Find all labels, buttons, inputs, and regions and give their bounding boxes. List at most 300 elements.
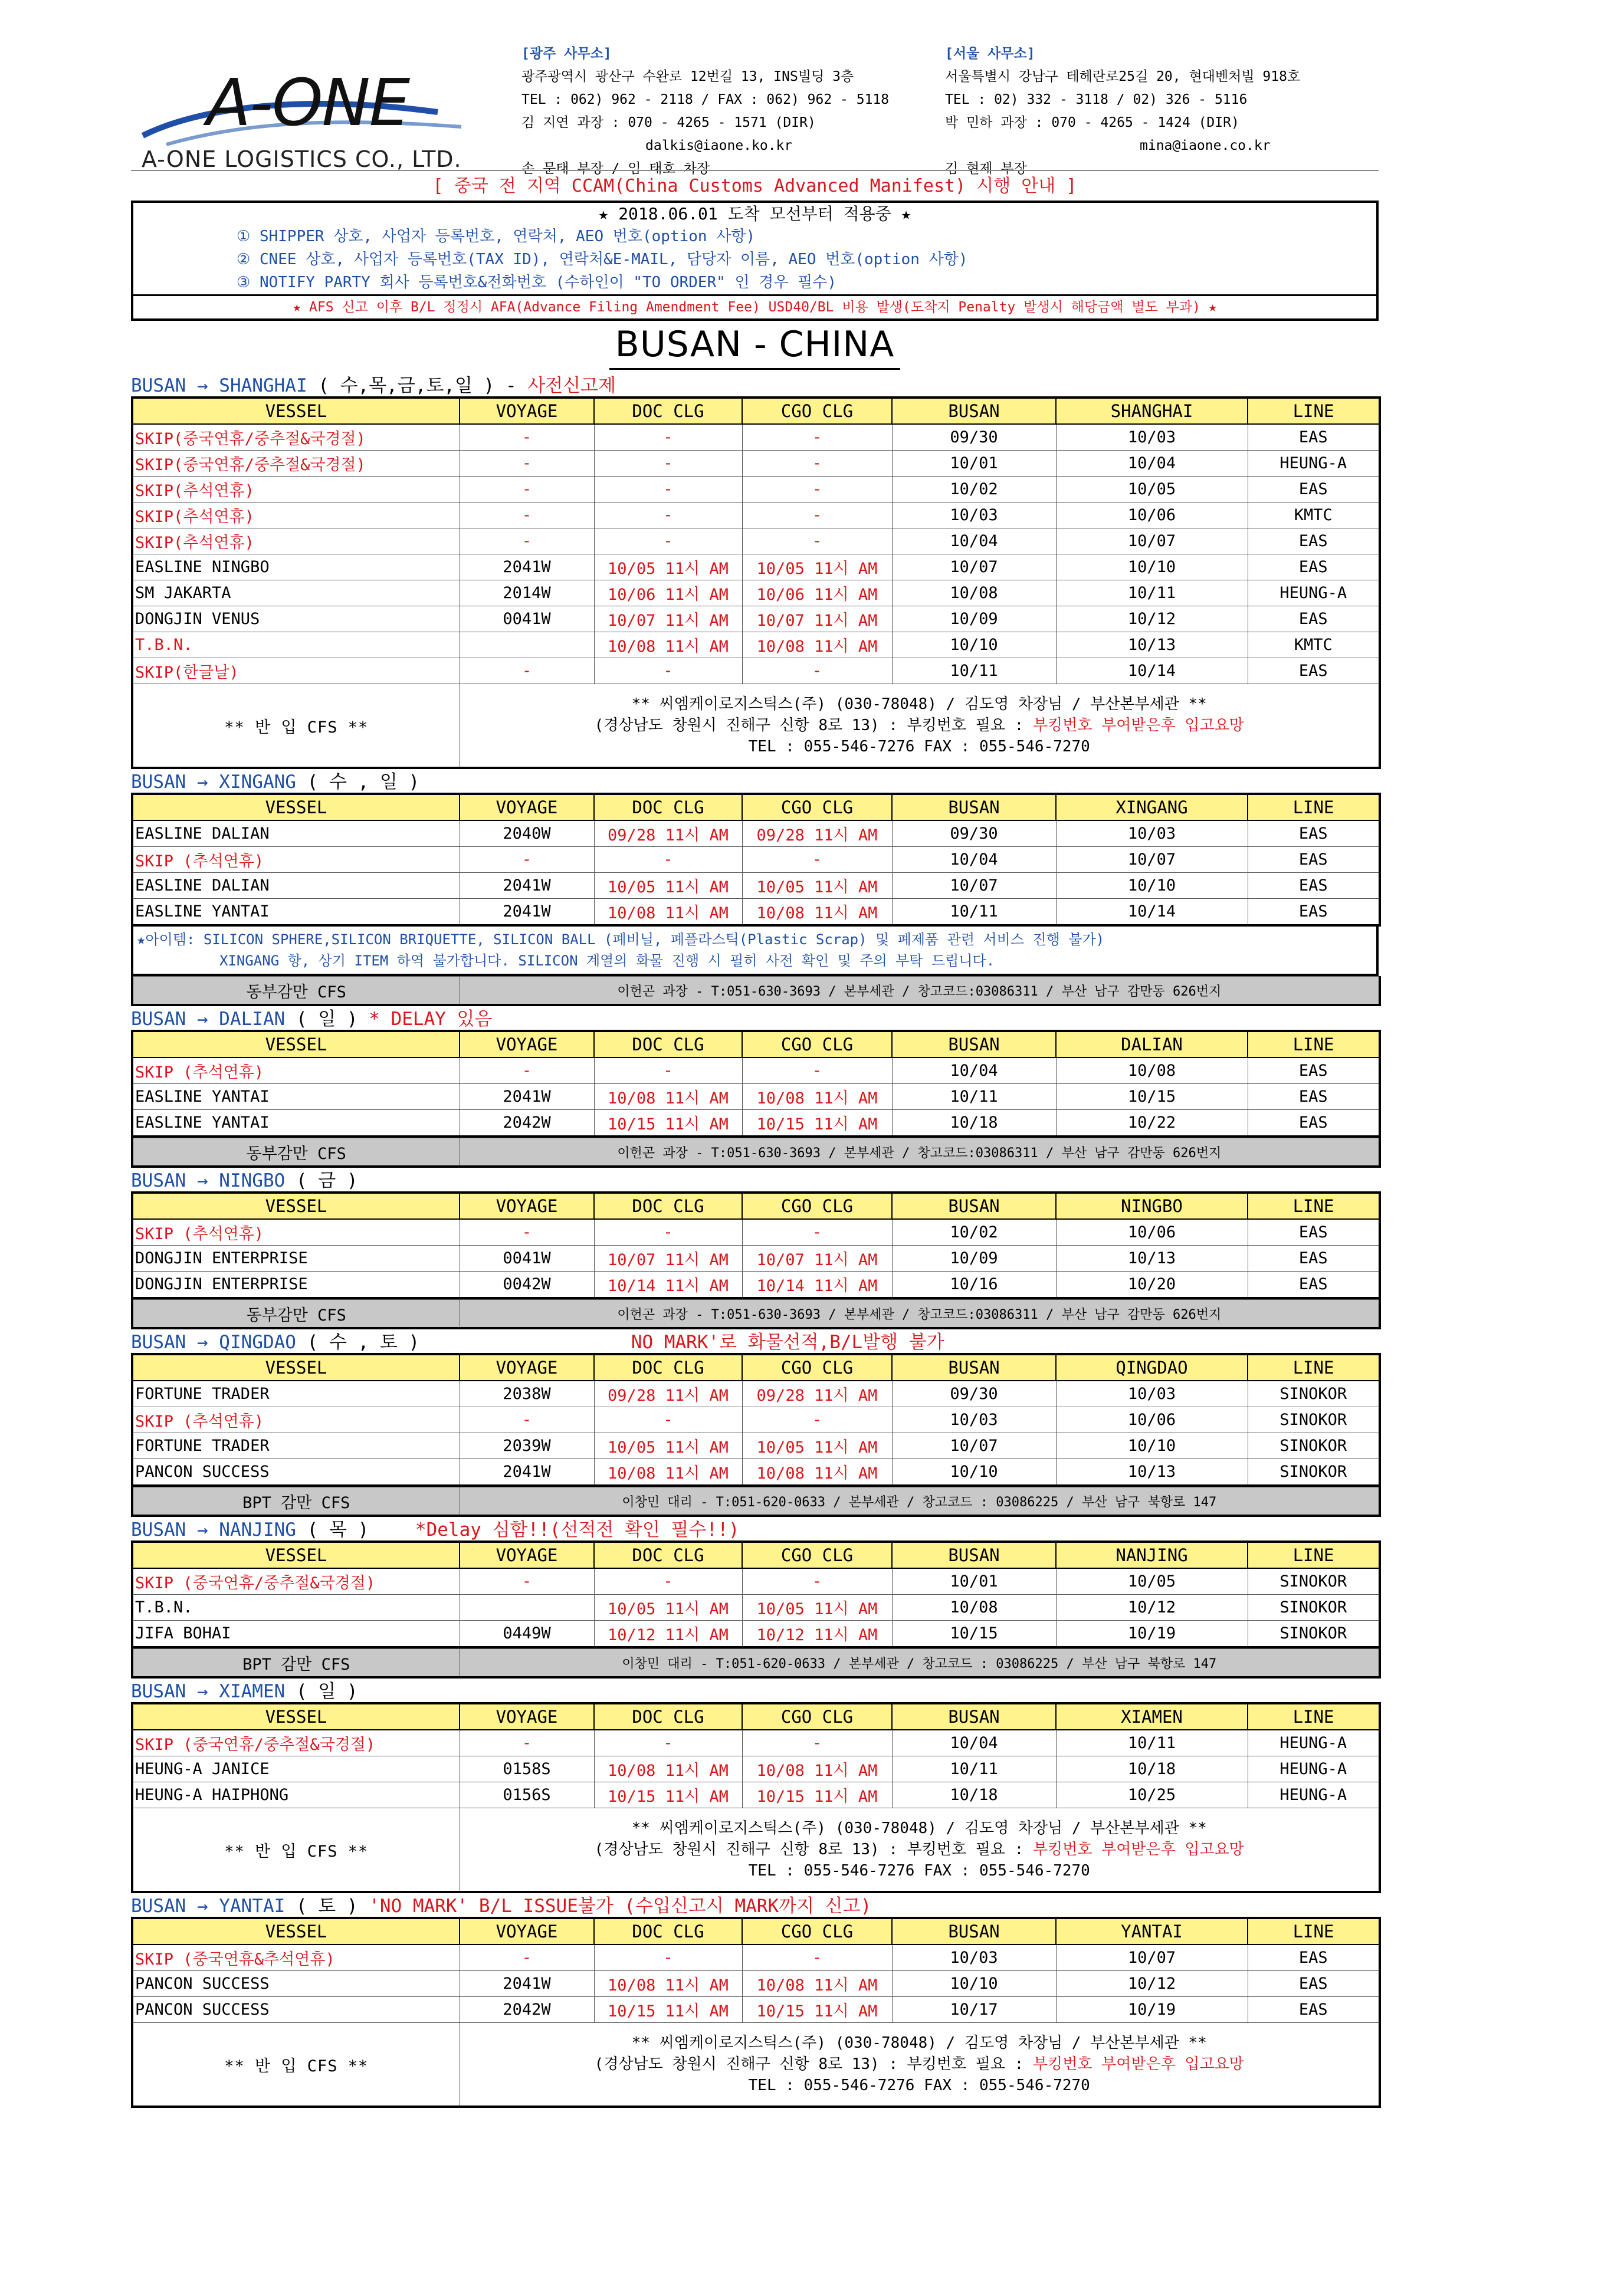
doc-clg-cell: 10/07 11시 AM [594,606,742,632]
line-cell: SINOKOR [1248,1407,1380,1433]
arrival-date-cell: 10/10 [1056,554,1248,580]
route-days: ( 일 ) [296,1681,358,1702]
voyage-cell: 0041W [460,606,594,632]
column-header-voyage: VOYAGE [460,1703,594,1730]
column-header-vessel: VESSEL [132,1354,460,1381]
arrival-date-cell: 10/03 [1056,1381,1248,1407]
cfs-info [460,684,1380,768]
column-header-doc-clg: DOC CLG [594,1031,742,1057]
cfs-row [132,1138,1380,1167]
company-header [131,35,1379,176]
cfs-row [132,1300,1380,1329]
line-cell: EAS [1248,1219,1380,1246]
voyage-cell: 2041W [460,1459,594,1486]
voyage-cell: - [460,477,594,502]
arrival-date-cell: 10/20 [1056,1272,1248,1299]
busan-date-cell: 10/01 [892,451,1056,477]
table-row [132,1568,1380,1595]
vessel-cell: SKIP (중국연휴/중추절&국경절) [132,1568,460,1595]
cfs-line3: TEL : 055-546-7276 FAX : 055-546-7270 [748,2077,1090,2094]
busan-date-cell: 10/07 [892,1433,1056,1459]
arrival-date-cell: 10/11 [1056,1730,1248,1756]
column-header-cgo-clg: CGO CLG [742,1542,892,1568]
doc-clg-cell: 10/15 11시 AM [594,1782,742,1808]
busan-date-cell: 10/03 [892,1407,1056,1433]
doc-clg-cell: 10/15 11시 AM [594,1110,742,1137]
table-row [132,1944,1380,1971]
column-header-cgo-clg: CGO CLG [742,398,892,424]
arrival-date-cell: 10/12 [1056,606,1248,632]
cgo-clg-cell: 10/15 11시 AM [742,1997,892,2023]
line-cell: EAS [1248,528,1380,554]
voyage-cell: 2040W [460,820,594,847]
busan-date-cell: 10/08 [892,580,1056,606]
table-row [132,1084,1380,1110]
arrival-date-cell: 10/08 [1056,1057,1248,1084]
voyage-cell: - [460,1057,594,1084]
busan-date-cell: 10/11 [892,1084,1056,1110]
cgo-clg-cell: 10/07 11시 AM [742,1246,892,1272]
arrival-date-cell: 10/03 [1056,820,1248,847]
vessel-cell: EASLINE NINGBO [132,554,460,580]
cgo-clg-cell: 10/12 11시 AM [742,1621,892,1648]
column-header-vessel: VESSEL [132,1542,460,1568]
table-row [132,1246,1380,1272]
arrival-date-cell: 10/10 [1056,873,1248,899]
vessel-cell: SKIP(추석연휴) [132,528,460,554]
bpt-cfs-table [131,1487,1381,1517]
route-days: ( 일 ) [296,1009,358,1030]
column-header-busan: BUSAN [892,1703,1056,1730]
doc-clg-cell: 10/08 11시 AM [594,1459,742,1486]
schedule-table-xiamen [131,1702,1381,1893]
table-row [132,1381,1380,1407]
vessel-cell: PANCON SUCCESS [132,1971,460,1997]
line-cell: SINOKOR [1248,1459,1380,1486]
column-header-vessel: VESSEL [132,398,460,424]
cfs-row [132,977,1380,1006]
line-cell: HEUNG-A [1248,1730,1380,1756]
table-row [132,424,1380,451]
column-header-voyage: VOYAGE [460,1918,594,1944]
line-cell: HEUNG-A [1248,1782,1380,1808]
cfs-line2 [460,1839,1379,1860]
vessel-cell: PANCON SUCCESS [132,1459,460,1486]
route-note: NO MARK'로 화물선적,B/L발행 불가 [631,1332,944,1353]
busan-date-cell: 10/02 [892,477,1056,502]
voyage-cell [460,1595,594,1621]
cgo-clg-cell: - [742,528,892,554]
table-header-row [132,1918,1380,1944]
table-row [132,899,1380,926]
header-divider [131,170,1379,171]
cgo-clg-cell: 09/28 11시 AM [742,820,892,847]
line-cell: EAS [1248,1057,1380,1084]
doc-clg-cell: 09/28 11시 AM [594,820,742,847]
column-header-voyage: VOYAGE [460,1193,594,1219]
route-header-yantai [131,1893,1379,1917]
line-cell: EAS [1248,1110,1380,1137]
table-row [132,1997,1380,2023]
column-header-dest: NANJING [1056,1542,1248,1568]
cgo-clg-cell: - [742,847,892,873]
doc-clg-cell: 09/28 11시 AM [594,1381,742,1407]
arrival-date-cell: 10/13 [1056,1246,1248,1272]
table-row [132,606,1380,632]
doc-clg-cell: 10/06 11시 AM [594,580,742,606]
vessel-cell: SKIP(중국연휴/중추절&국경절) [132,424,460,451]
line-cell: EAS [1248,847,1380,873]
doc-clg-cell: 10/05 11시 AM [594,873,742,899]
arrival-date-cell: 10/13 [1056,1459,1248,1486]
doc-clg-cell: - [594,1944,742,1971]
column-header-cgo-clg: CGO CLG [742,794,892,820]
vessel-cell: SKIP (중국연휴&추석연휴) [132,1944,460,1971]
voyage-cell: 2041W [460,1971,594,1997]
cgo-clg-cell: - [742,1730,892,1756]
vessel-cell: PANCON SUCCESS [132,1997,460,2023]
route-name: BUSAN → SHANGHAI [131,375,307,396]
table-header-row [132,1031,1380,1057]
busan-date-cell: 10/04 [892,1730,1056,1756]
column-header-doc-clg: DOC CLG [594,1703,742,1730]
table-row [132,1219,1380,1246]
arrival-date-cell: 10/15 [1056,1084,1248,1110]
logo-subtitle: A-ONE LOGISTICS CO., LTD. [142,146,462,172]
item-note-line: ★아이템: SILICON SPHERE,SILICON BRIQUETTE, SILICON BALL (폐비닐, 폐플라스틱(Plastic Scrap) 및 폐제품 관련 서비스 진행 불가) [137,931,1105,948]
route-name: BUSAN → YANTAI [131,1896,286,1917]
vessel-cell: FORTUNE TRADER [132,1433,460,1459]
doc-clg-cell: - [594,502,742,528]
seoul-office [945,42,1300,180]
column-header-dest: XINGANG [1056,794,1248,820]
dongbu-cfs-table [131,976,1381,1006]
vessel-cell: SKIP (추석연휴) [132,1057,460,1084]
doc-clg-cell: 10/08 11시 AM [594,632,742,658]
table-row [132,1971,1380,1997]
line-cell: EAS [1248,1246,1380,1272]
cfs-info: 이창민 대리 - T:051-620-0633 / 본부세관 / 창고코드 : 03086225 / 부산 남구 북항로 147 [460,1487,1380,1516]
vessel-cell: EASLINE YANTAI [132,899,460,926]
doc-clg-cell: 10/08 11시 AM [594,1971,742,1997]
table-row [132,1756,1380,1782]
seoul-contact: 박 민하 과장 : 070 - 4265 - 1424 (DIR) [945,115,1239,130]
table-row [132,477,1380,502]
cfs-info: 이헌곤 과장 - T:051-630-3693 / 본부세관 / 창고코드:03086311 / 부산 남구 감만동 626번지 [460,977,1380,1006]
table-row [132,1730,1380,1756]
column-header-vessel: VESSEL [132,794,460,820]
ccam-item: ① SHIPPER 상호, 사업자 등록번호, 연락처, AEO 번호(option 사항) [237,228,756,245]
cgo-clg-cell: - [742,477,892,502]
cgo-clg-cell: - [742,502,892,528]
schedule-table-dalian [131,1030,1381,1138]
cfs-info: 이헌곤 과장 - T:051-630-3693 / 본부세관 / 창고코드:03086311 / 부산 남구 감만동 626번지 [460,1300,1380,1329]
column-header-line: LINE [1248,1703,1380,1730]
cgo-clg-cell: 10/08 11시 AM [742,1971,892,1997]
cgo-clg-cell: 09/28 11시 AM [742,1381,892,1407]
ccam-notice-box [131,201,1379,321]
doc-clg-cell: - [594,1057,742,1084]
voyage-cell: - [460,424,594,451]
line-cell: EAS [1248,1272,1380,1299]
vessel-cell: FORTUNE TRADER [132,1381,460,1407]
cgo-clg-cell: - [742,424,892,451]
voyage-cell: - [460,528,594,554]
seoul-phone: TEL : 02) 332 - 3118 / 02) 326 - 5116 [945,92,1248,107]
line-cell: EAS [1248,1944,1380,1971]
busan-date-cell: 10/04 [892,528,1056,554]
busan-date-cell: 10/09 [892,606,1056,632]
column-header-doc-clg: DOC CLG [594,794,742,820]
busan-date-cell: 10/07 [892,554,1056,580]
arrival-date-cell: 10/18 [1056,1756,1248,1782]
route-header-nanjing [131,1517,1379,1540]
column-header-busan: BUSAN [892,398,1056,424]
vessel-cell: EASLINE YANTAI [132,1110,460,1137]
route-note: 'NO MARK' B/L ISSUE불가 (수입신고시 MARK까지 신고) [369,1896,872,1917]
gwangju-office-title: [광주 사무소] [521,46,612,61]
cfs-line2 [460,715,1379,736]
voyage-cell: 0042W [460,1272,594,1299]
cfs-row [132,684,1380,768]
gwangju-managers: 손 문태 부장 / 임 태호 차장 [521,161,710,176]
table-row [132,847,1380,873]
busan-date-cell: 10/10 [892,632,1056,658]
table-row [132,873,1380,899]
column-header-cgo-clg: CGO CLG [742,1918,892,1944]
busan-date-cell: 10/11 [892,899,1056,926]
table-header-row [132,1542,1380,1568]
line-cell: SINOKOR [1248,1433,1380,1459]
cfs-row [132,1649,1380,1678]
line-cell: KMTC [1248,632,1380,658]
table-row [132,1433,1380,1459]
route-note: * DELAY 있음 [369,1009,493,1030]
column-header-voyage: VOYAGE [460,398,594,424]
cgo-clg-cell: 10/05 11시 AM [742,554,892,580]
route-header-qingdao [131,1329,1379,1353]
column-header-dest: NINGBO [1056,1193,1248,1219]
cgo-clg-cell: 10/08 11시 AM [742,632,892,658]
voyage-cell: 0156S [460,1782,594,1808]
gwangju-address: 광주광역시 광산구 수완로 12번길 13, INS빌딩 3층 [521,69,854,84]
vessel-cell: DONGJIN ENTERPRISE [132,1272,460,1299]
arrival-date-cell: 10/13 [1056,632,1248,658]
cfs-label: ** 반 입 CFS ** [132,684,460,768]
cfs-label: ** 반 입 CFS ** [132,1808,460,1893]
busan-date-cell: 10/07 [892,873,1056,899]
cgo-clg-cell: 10/07 11시 AM [742,606,892,632]
column-header-dest: QINGDAO [1056,1354,1248,1381]
table-header-row [132,398,1380,424]
voyage-cell: 2039W [460,1433,594,1459]
table-header-row [132,1354,1380,1381]
cfs-info: 이창민 대리 - T:051-620-0633 / 본부세관 / 창고코드 : 03086225 / 부산 남구 북항로 147 [460,1649,1380,1678]
column-header-cgo-clg: CGO CLG [742,1031,892,1057]
line-cell: SINOKOR [1248,1381,1380,1407]
voyage-cell: - [460,1944,594,1971]
arrival-date-cell: 10/10 [1056,1433,1248,1459]
line-cell: EAS [1248,1084,1380,1110]
cfs-label: 동부감만 CFS [132,1300,460,1329]
cgo-clg-cell: 10/08 11시 AM [742,899,892,926]
doc-clg-cell: 10/07 11시 AM [594,1246,742,1272]
table-row [132,632,1380,658]
cfs-label: BPT 감만 CFS [132,1487,460,1516]
ccam-requirements [133,225,1376,294]
cfs-line2-warning: 부킹번호 부여받은후 입고요망 [1032,1841,1244,1858]
doc-clg-cell: - [594,528,742,554]
voyage-cell: 0158S [460,1756,594,1782]
column-header-vessel: VESSEL [132,1193,460,1219]
doc-clg-cell: - [594,1568,742,1595]
vessel-cell: SKIP (추석연휴) [132,1407,460,1433]
seoul-office-title: [서울 사무소] [945,46,1035,61]
vessel-cell: SKIP(한글날) [132,658,460,684]
doc-clg-cell: - [594,477,742,502]
gwangju-phone: TEL : 062) 962 - 2118 / FAX : 062) 962 - 5118 [521,92,890,107]
table-row [132,502,1380,528]
busan-date-cell: 10/04 [892,1057,1056,1084]
column-header-vessel: VESSEL [132,1031,460,1057]
route-days: ( 수,목,금,토,일 ) - [318,375,517,396]
route-name: BUSAN → DALIAN [131,1009,286,1030]
vessel-cell: EASLINE DALIAN [132,873,460,899]
line-cell: EAS [1248,477,1380,502]
cgo-clg-cell: 10/08 11시 AM [742,1756,892,1782]
table-row [132,1459,1380,1486]
vessel-cell: SM JAKARTA [132,580,460,606]
voyage-cell: 2041W [460,899,594,926]
cgo-clg-cell: 10/08 11시 AM [742,1084,892,1110]
vessel-cell: DONGJIN ENTERPRISE [132,1246,460,1272]
voyage-cell: 0041W [460,1246,594,1272]
column-header-vessel: VESSEL [132,1918,460,1944]
column-header-line: LINE [1248,1354,1380,1381]
table-header-row [132,1193,1380,1219]
busan-date-cell: 10/03 [892,502,1056,528]
busan-date-cell: 10/03 [892,1944,1056,1971]
cfs-line3: TEL : 055-546-7276 FAX : 055-546-7270 [748,1862,1090,1880]
arrival-date-cell: 10/07 [1056,528,1248,554]
voyage-cell: - [460,847,594,873]
voyage-cell: 2041W [460,1084,594,1110]
cfs-row [132,1487,1380,1516]
arrival-date-cell: 10/19 [1056,1997,1248,2023]
arrival-date-cell: 10/07 [1056,847,1248,873]
busan-date-cell: 09/30 [892,1381,1056,1407]
line-cell: HEUNG-A [1248,1756,1380,1782]
column-header-line: LINE [1248,794,1380,820]
route-header-shanghai [131,373,1379,396]
route-days: ( 토 ) [296,1896,358,1917]
column-header-doc-clg: DOC CLG [594,1542,742,1568]
table-row [132,820,1380,847]
column-header-busan: BUSAN [892,1542,1056,1568]
schedule-table-ningbo [131,1191,1381,1299]
cfs-line3: TEL : 055-546-7276 FAX : 055-546-7270 [748,738,1090,756]
doc-clg-cell: 10/08 11시 AM [594,1756,742,1782]
table-row [132,658,1380,684]
busan-date-cell: 10/02 [892,1219,1056,1246]
table-row [132,1621,1380,1648]
column-header-voyage: VOYAGE [460,1542,594,1568]
column-header-busan: BUSAN [892,1918,1056,1944]
voyage-cell: 2042W [460,1110,594,1137]
voyage-cell: - [460,1407,594,1433]
vessel-cell: JIFA BOHAI [132,1621,460,1648]
column-header-cgo-clg: CGO CLG [742,1354,892,1381]
busan-date-cell: 10/08 [892,1595,1056,1621]
table-row [132,580,1380,606]
route-note: 사전신고제 [527,375,616,396]
cgo-clg-cell: - [742,1219,892,1246]
line-cell: SINOKOR [1248,1621,1380,1648]
vessel-cell: DONGJIN VENUS [132,606,460,632]
doc-clg-cell: - [594,658,742,684]
column-header-line: LINE [1248,398,1380,424]
arrival-date-cell: 10/12 [1056,1971,1248,1997]
seoul-email[interactable]: mina@iaone.co.kr [1140,138,1271,153]
line-cell: EAS [1248,820,1380,847]
doc-clg-cell: 10/05 11시 AM [594,554,742,580]
arrival-date-cell: 10/03 [1056,424,1248,451]
route-header-ningbo [131,1168,1379,1191]
schedule-table-xingang [131,793,1381,927]
cgo-clg-cell: 10/05 11시 AM [742,873,892,899]
busan-date-cell: 10/16 [892,1272,1056,1299]
cfs-label: 동부감만 CFS [132,1138,460,1167]
table-row [132,1057,1380,1084]
route-days: ( 목 ) [307,1519,369,1540]
cgo-clg-cell: 10/15 11시 AM [742,1110,892,1137]
voyage-cell: 2014W [460,580,594,606]
vessel-cell: EASLINE DALIAN [132,820,460,847]
line-cell: SINOKOR [1248,1595,1380,1621]
schedule-table-nanjing [131,1540,1381,1648]
voyage-cell: - [460,451,594,477]
vessel-cell: T.B.N. [132,1595,460,1621]
cgo-clg-cell: 10/06 11시 AM [742,580,892,606]
doc-clg-cell: 10/12 11시 AM [594,1621,742,1648]
column-header-cgo-clg: CGO CLG [742,1193,892,1219]
route-header-xingang [131,769,1379,793]
cfs-line2-address: (경상남도 창원시 진해구 신항 8로 13) : 부킹번호 필요 : [594,1841,1033,1858]
vessel-cell: T.B.N. [132,632,460,658]
column-header-dest: XIAMEN [1056,1703,1248,1730]
arrival-date-cell: 10/05 [1056,477,1248,502]
seoul-managers: 김 현제 부장 [945,161,1027,176]
gwangju-email[interactable]: dalkis@iaone.ko.kr [645,138,793,153]
xingang-item-note [131,927,1379,976]
doc-clg-cell: 10/05 11시 AM [594,1595,742,1621]
table-row [132,1595,1380,1621]
cfs-info [460,2023,1380,2107]
arrival-date-cell: 10/14 [1056,658,1248,684]
doc-clg-cell: 10/08 11시 AM [594,899,742,926]
route-name: BUSAN → XINGANG [131,771,296,793]
doc-clg-cell: 10/14 11시 AM [594,1272,742,1299]
cfs-line2-warning: 부킹번호 부여받은후 입고요망 [1032,717,1244,734]
voyage-cell: - [460,502,594,528]
arrival-date-cell: 10/06 [1056,502,1248,528]
busan-date-cell: 10/18 [892,1110,1056,1137]
logo-text: A-ONE [206,65,409,140]
arrival-date-cell: 10/19 [1056,1621,1248,1648]
voyage-cell: 2042W [460,1997,594,2023]
column-header-dest: SHANGHAI [1056,398,1248,424]
column-header-line: LINE [1248,1918,1380,1944]
